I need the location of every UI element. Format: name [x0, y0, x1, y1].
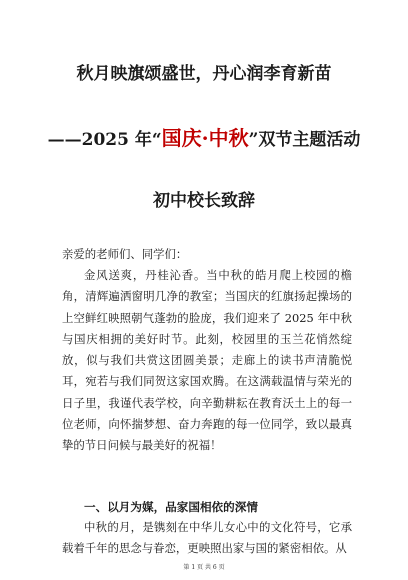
subtitle-highlight: 国庆·中秋	[161, 126, 249, 150]
paragraph-section-1: 中秋的月，是镌刻在中华儿女心中的文化符号，它承载着千年的思念与眷恋，更映照出家与国的紧密相依。从	[62, 520, 352, 556]
document-title: 秋月映旗颂盛世，丹心润李育新苗	[76, 64, 332, 84]
paragraph-opening: 金风送爽，丹桂沁香。当中秋的皓月爬上校园的檐角，清辉遍洒窗明几净的教室；当国庆的红旗扬起操场的上空鲜红映照朝气蓬勃的脸庞，我们迎来了 2025 年中秋与国庆相拥的美好时节。此刻，校园里的玉兰花悄然绽放，似与我们共赏这团圆美景；走廊上的读书声清脆悦耳，宛若与我们同贺这家国欢腾。在这满载温情与荣光的日子里，我谨代表学校，向辛勤耕耘在教育沃土上的每一位老师，向怀揣梦想、奋力奔跑的每一位同学，致以最真挚的节日问候与最美好的祝福！	[62, 268, 352, 453]
section-heading: 一、以月为媒，品家国相依的深情	[84, 500, 258, 514]
document-subtitle	[0, 127, 408, 151]
speech-title: 初中校长致辞	[153, 191, 255, 211]
page-footer: 第 1 页 共 6 页	[183, 564, 225, 571]
subtitle-prefix: ——2025 年“	[47, 130, 162, 150]
subtitle-suffix: ”双节主题活动	[248, 130, 361, 150]
salutation: 亲爱的老师们、同学们：	[62, 247, 188, 261]
